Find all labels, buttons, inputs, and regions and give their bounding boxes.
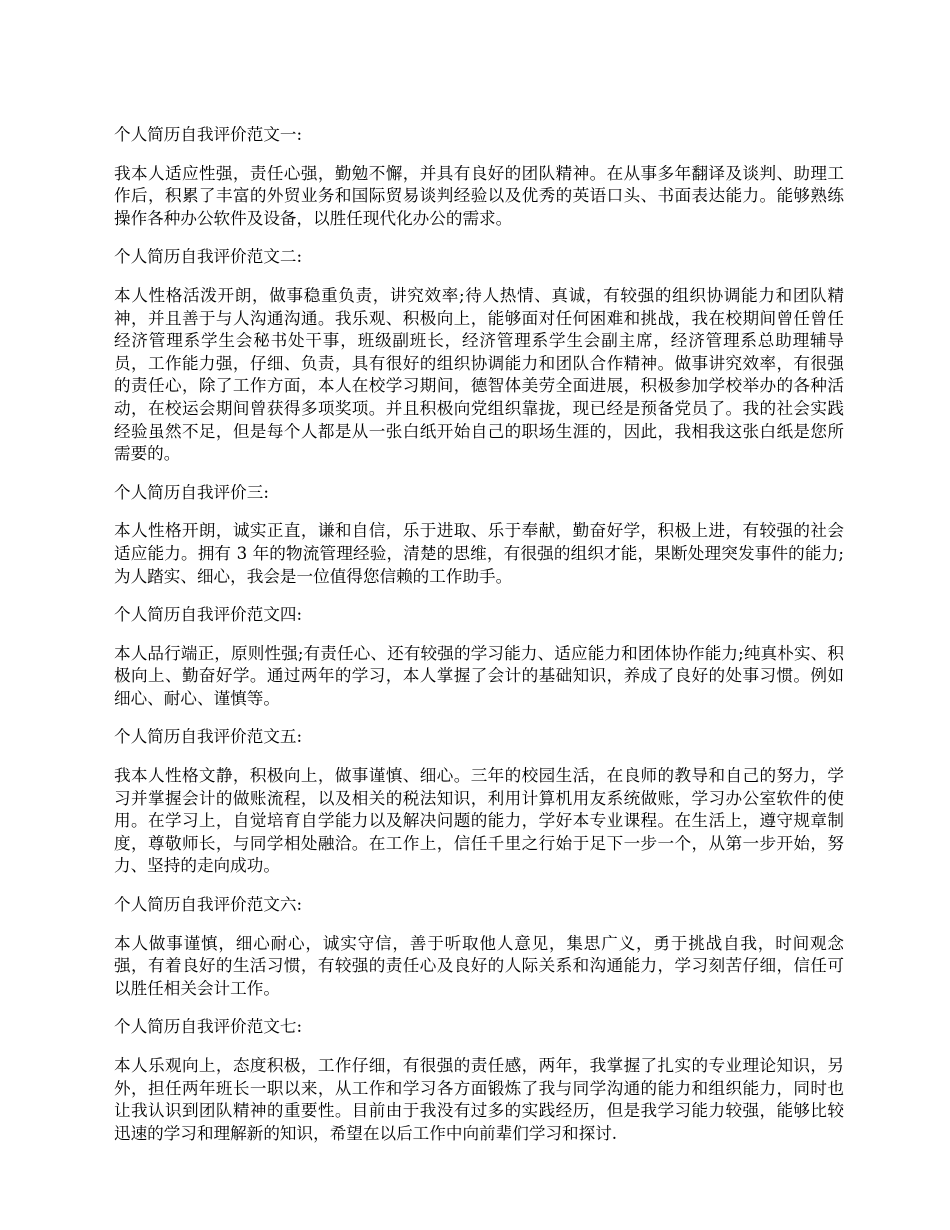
section-3 bbox=[114, 482, 844, 588]
section-heading: 个人简历自我评价范文七: bbox=[114, 1017, 303, 1037]
section-body: 本人性格开朗，诚实正直，谦和自信，乐于进取、乐于奉献，勤奋好学，积极上进，有较强的社会适应能力。拥有 3 年的物流管理经验，清楚的思维，有很强的组织才能，果断处理突发事件的能力;为人踏实、细心，我会是一位值得您信赖的工作助手。 bbox=[114, 521, 844, 586]
section-body: 本人乐观向上，态度积极，工作仔细，有很强的责任感，两年，我掌握了扎实的专业理论知识，另外，担任两年班长一职以来，从工作和学习各方面锻炼了我与同学沟通的能力和组织能力，同时也让我认识到团队精神的重要性。目前由于我没有过多的实践经历，但是我学习能力较强，能够比较迅速的学习和理解新的知识，希望在以后工作中向前辈们学习和探讨. bbox=[114, 1056, 844, 1143]
section-heading: 个人简历自我评价范文五: bbox=[114, 727, 303, 747]
section-body: 我本人适应性强，责任心强，勤勉不懈，并具有良好的团队精神。在从事多年翻译及谈判、助理工作后，积累了丰富的外贸业务和国际贸易谈判经验以及优秀的英语口头、书面表达能力。能够熟练操作各种办公软件及设备，以胜任现代化办公的需求。 bbox=[114, 163, 844, 228]
section-1 bbox=[114, 124, 844, 230]
section-body: 本人做事谨慎，细心耐心，诚实守信，善于听取他人意见，集思广义，勇于挑战自我，时间观念强，有着良好的生活习惯，有较强的责任心及良好的人际关系和沟通能力，学习刻苦仔细，信任可以胜任相关会计工作。 bbox=[114, 933, 844, 998]
section-2 bbox=[114, 246, 844, 465]
section-heading: 个人简历自我评价三: bbox=[114, 482, 269, 502]
document-content bbox=[114, 124, 844, 1161]
section-body: 本人品行端正，原则性强;有责任心、还有较强的学习能力、适应能力和团体协作能力;纯真朴实、积极向上、勤奋好学。通过两年的学习，本人掌握了会计的基础知识，养成了良好的处事习惯。例如细心、耐心、谨慎等。 bbox=[114, 643, 844, 708]
section-heading: 个人简历自我评价范文四: bbox=[114, 605, 303, 625]
section-heading: 个人简历自我评价范文六: bbox=[114, 895, 303, 915]
section-heading: 个人简历自我评价范文一: bbox=[114, 125, 303, 144]
section-body: 我本人性格文静，积极向上，做事谨慎、细心。三年的校园生活，在良师的教导和自己的努力，学习并掌握会计的做账流程，以及相关的税法知识，利用计算机用友系统做账，学习办公室软件的使用。在学习上，自觉培育自学能力以及解决问题的能力，学好本专业课程。在生活上，遵守规章制度，尊敬师长，与同学相处融洽。在工作上，信任千里之行始于足下一步一个，从第一步开始，努力、坚持的走向成功。 bbox=[114, 766, 844, 876]
section-body: 本人性格活泼开朗，做事稳重负责，讲究效率;待人热情、真诚，有较强的组织协调能力和团队精神，并且善于与人沟通沟通。我乐观、积极向上，能够面对任何困难和挑战，我在校期间曾任曾任经济管理系学生会秘书处干事，班级副班长，经济管理系学生会副主席，经济管理系总助理辅导员，工作能力强，仔细、负责，具有很好的组织协调能力和团队合作精神。做事讲究效率，有很强的责任心，除了工作方面，本人在校学习期间，德智体美劳全面进展，积极参加学校举办的各种活动，在校运会期间曾获得多项奖项。并且积极向党组织靠拢，现已经是预备党员了。我的社会实践经验虽然不足，但是每个人都是从一张白纸开始自己的职场生涯的，因此，我相我这张白纸是您所需要的。 bbox=[114, 285, 844, 464]
section-4 bbox=[114, 604, 844, 710]
section-5 bbox=[114, 726, 844, 878]
section-6 bbox=[114, 894, 844, 1000]
section-heading: 个人简历自我评价范文二: bbox=[114, 247, 303, 267]
section-7 bbox=[114, 1016, 844, 1145]
